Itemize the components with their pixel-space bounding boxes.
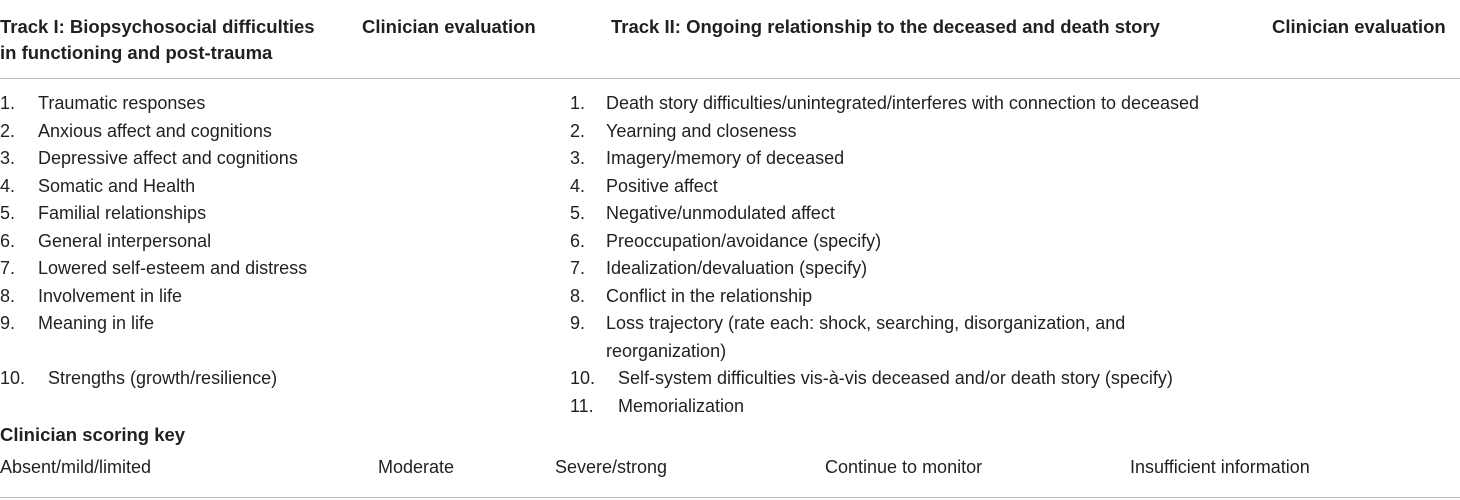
- item-text: Depressive affect and cognitions: [38, 148, 298, 168]
- track2-item: [570, 255, 1270, 283]
- track1-header-line2: in functioning and post-trauma: [0, 42, 273, 63]
- item-number: 6.: [0, 230, 16, 251]
- track2-item: [570, 283, 1270, 311]
- item-text: Memorialization: [618, 395, 745, 416]
- item-number: 6.: [570, 230, 586, 251]
- item-text: Strengths (growth/resilience): [48, 368, 278, 388]
- item-text: Involvement in life: [38, 285, 183, 306]
- track1-item: [0, 255, 360, 283]
- scoring-level: Insufficient information: [1130, 457, 1310, 477]
- item-text: Conflict in the relationship: [606, 285, 813, 306]
- track2-item: [570, 118, 1270, 146]
- track1-item: [0, 228, 360, 256]
- scoring-key-title: Clinician scoring key: [0, 424, 186, 445]
- item-number: 2.: [570, 120, 586, 141]
- track2-item: [570, 393, 1270, 421]
- item-number: 3.: [0, 148, 16, 168]
- clinician-evaluation-header-1: Clinician evaluation: [362, 16, 536, 37]
- item-number: 9.: [0, 313, 16, 333]
- track2-item: [570, 310, 1210, 366]
- track2-item: [570, 90, 1270, 118]
- item-text: Meaning in life: [38, 313, 155, 333]
- track2-item: [570, 145, 1270, 173]
- item-number: 8.: [0, 285, 16, 306]
- clinician-evaluation-header-2: Clinician evaluation: [1272, 16, 1446, 37]
- item-text: Lowered self-esteem and distress: [38, 258, 308, 278]
- item-text: Negative/unmodulated affect: [606, 203, 835, 223]
- item-text: Idealization/devaluation (specify): [606, 258, 868, 278]
- track2-header: Track II: Ongoing relationship to the deceased and death story: [611, 16, 1160, 37]
- item-text: Imagery/memory of deceased: [606, 148, 845, 168]
- item-text: Preoccupation/avoidance (specify): [606, 230, 882, 251]
- item-text: Positive affect: [606, 175, 718, 196]
- item-number: 10.: [0, 368, 26, 388]
- item-number: 1.: [570, 93, 586, 113]
- track1-item: [0, 173, 360, 201]
- track1-header: [0, 14, 315, 66]
- track1-item: [0, 310, 360, 338]
- track1-item: [0, 200, 360, 228]
- item-number: 1.: [0, 93, 16, 113]
- item-text: General interpersonal: [38, 230, 212, 251]
- bottom-divider: [0, 497, 1460, 498]
- scoring-level: Continue to monitor: [825, 457, 983, 477]
- item-text: Familial relationships: [38, 203, 207, 223]
- item-number: 4.: [570, 175, 586, 196]
- item-text: Death story difficulties/unintegrated/interferes with connection to deceased: [606, 93, 1200, 113]
- track2-item: [570, 365, 1270, 393]
- item-number: 10.: [570, 368, 596, 388]
- item-text: Anxious affect and cognitions: [38, 120, 272, 141]
- item-number: 5.: [0, 203, 16, 223]
- item-text: Self-system difficulties vis-à-vis deceased and/or death story (specify): [618, 368, 1173, 388]
- item-text: Somatic and Health: [38, 175, 196, 196]
- scoring-level: Moderate: [378, 457, 455, 477]
- scoring-level: Absent/mild/limited: [0, 457, 152, 477]
- item-number: 9.: [570, 313, 586, 333]
- track1-item: [0, 118, 360, 146]
- item-number: 8.: [570, 285, 586, 306]
- track1-item: [0, 90, 360, 118]
- item-number: 7.: [570, 258, 586, 278]
- item-number: 4.: [0, 175, 16, 196]
- item-text: Traumatic responses: [38, 93, 206, 113]
- item-number: 11.: [570, 395, 594, 416]
- track2-item: [570, 173, 1270, 201]
- header-divider: [0, 78, 1460, 79]
- track1-header-line1: Track I: Biopsychosocial difficulties: [0, 16, 315, 37]
- track2-item: [570, 228, 1270, 256]
- item-number: 5.: [570, 203, 586, 223]
- track1-item: [0, 283, 360, 311]
- track2-item: [570, 200, 1270, 228]
- item-number: 3.: [570, 148, 586, 168]
- item-number: 2.: [0, 120, 16, 141]
- track1-item: [0, 365, 360, 393]
- track1-item: [0, 145, 360, 173]
- item-number: 7.: [0, 258, 16, 278]
- scoring-level: Severe/strong: [555, 457, 668, 477]
- item-text: Loss trajectory (rate each: shock, searching, disorganization, and reorganization): [606, 313, 1126, 361]
- item-text: Yearning and closeness: [606, 120, 797, 141]
